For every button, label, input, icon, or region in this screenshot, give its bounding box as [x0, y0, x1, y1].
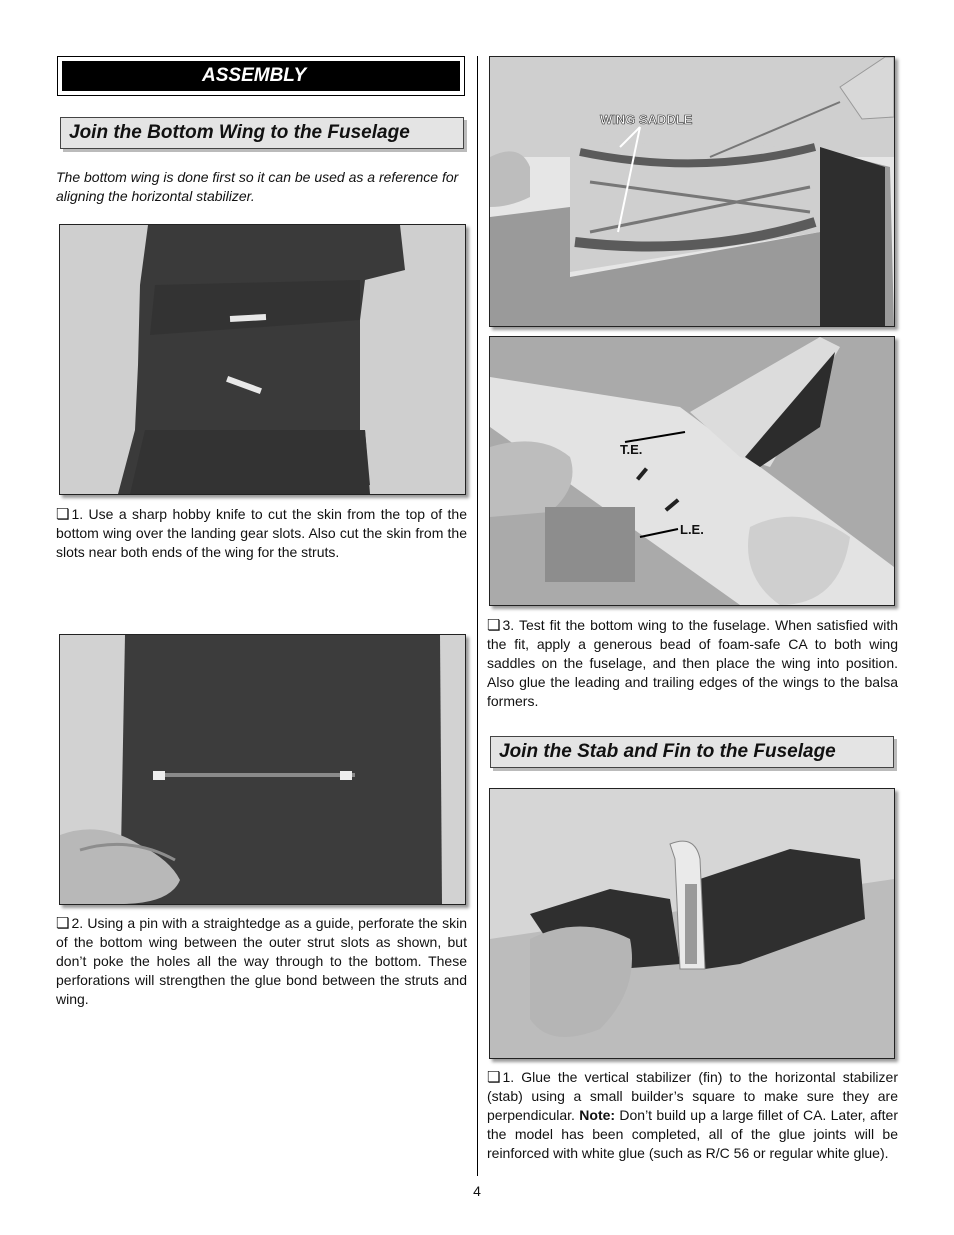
step-3-text: 3. Test fit the bottom wing to the fuselage. When satisfied with the fit, apply a generous bead of foam-safe CA to both wing saddles on the fuselage, and then place the wing into position. Also glue the leading and trailing edges of the wings to the balsa formers. [487, 617, 898, 709]
photo-wing-saddle [489, 56, 895, 327]
step-1 [56, 505, 467, 562]
step-2 [56, 914, 467, 1009]
photo-perforate-wing-image [60, 635, 465, 904]
step-fin-note-label: Note: [579, 1107, 616, 1123]
assembly-banner-title: ASSEMBLY [62, 61, 460, 91]
photo-wing-slots [59, 224, 466, 495]
photo-test-fit-wing [489, 336, 895, 606]
step-fin [487, 1068, 898, 1163]
label-wing-saddle: WING SADDLE [600, 112, 693, 127]
step-2-text: 2. Using a pin with a straightedge as a guide, perforate the skin of the bottom wing between the outer strut slots as shown, but don’t poke the holes all the way through to the bottom. These perforations will strengthen the glue bond between the struts and wing. [56, 915, 467, 1007]
photo-test-fit-wing-image [490, 337, 894, 605]
step-3 [487, 616, 898, 711]
step-fin-text-after: Don’t build up a large fillet of CA. Later, after the model has been completed, all of the glue joints will be reinforced with white glue (such as R/C 56 or regular white glue). [487, 1107, 898, 1161]
step-1-checkbox[interactable]: ❏ [56, 506, 70, 523]
photo-wing-slots-image [60, 225, 465, 494]
page-number: 4 [473, 1183, 481, 1199]
photo-stab-fin [489, 788, 895, 1059]
step-3-checkbox[interactable]: ❏ [487, 617, 501, 634]
step-fin-text: 1. Glue the vertical stabilizer (fin) to the horizontal stabilizer (stab) using a small builder’s square to make sure they are perpendicular. [487, 1069, 898, 1123]
column-divider [477, 56, 478, 1176]
intro-text: The bottom wing is done first so it can be used as a reference for aligning the horizontal stabilizer. [56, 169, 459, 204]
photo-stab-fin-image [490, 789, 894, 1058]
step-1-text: 1. Use a sharp hobby knife to cut the skin from the top of the bottom wing over the landing gear slots. Also cut the skin from the slots near both ends of the wing for the struts. [56, 506, 467, 560]
label-te: T.E. [620, 442, 643, 457]
label-le: L.E. [680, 522, 704, 537]
section-title-bottom-wing: Join the Bottom Wing to the Fuselage [60, 117, 464, 149]
section-title-stab-fin: Join the Stab and Fin to the Fuselage [490, 736, 894, 768]
photo-wing-saddle-image [490, 57, 894, 326]
assembly-banner [57, 56, 465, 96]
step-fin-checkbox[interactable]: ❏ [487, 1069, 501, 1086]
step-2-checkbox[interactable]: ❏ [56, 915, 70, 932]
photo-perforate-wing [59, 634, 466, 905]
